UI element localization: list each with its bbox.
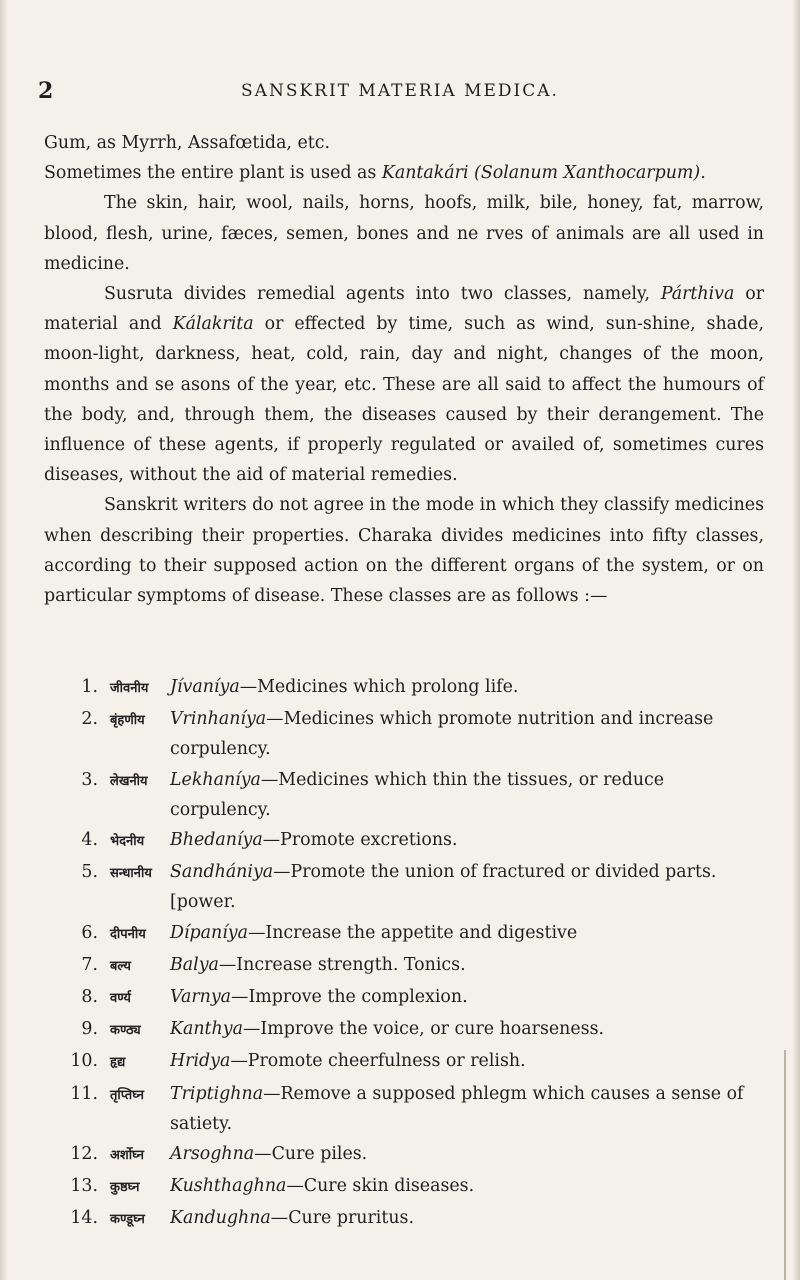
class-name: Lekhaníya xyxy=(170,769,261,790)
class-description: —Cure skin diseases. xyxy=(286,1176,475,1197)
list-item xyxy=(44,857,764,917)
list-item xyxy=(44,1171,764,1203)
list-item xyxy=(44,1079,764,1139)
item-body xyxy=(170,950,764,980)
class-description: —Medicines which prolong life. xyxy=(239,677,519,697)
sanskrit-term: भेदनीय xyxy=(110,834,145,850)
class-name: Bhedaníya xyxy=(170,830,263,851)
page-edge-shadow xyxy=(792,0,800,1280)
paragraph-text: Susruta divides remedial agents into two classes, namely, xyxy=(104,284,661,305)
item-number: 13. xyxy=(70,1176,98,1197)
class-description: —Increase the appetite and digestive xyxy=(247,922,578,943)
sanskrit-term: जीवनीय xyxy=(110,681,149,696)
sanskrit-term: लेखनीय xyxy=(110,773,148,789)
class-name: Vrinhaníya xyxy=(170,709,267,730)
item-number: 14. xyxy=(70,1208,98,1229)
item-body xyxy=(170,857,764,917)
class-description: —Cure pruritus. xyxy=(270,1208,414,1229)
item-body xyxy=(170,704,764,764)
class-name: Sandhániya xyxy=(170,862,274,883)
list-item xyxy=(44,982,764,1014)
item-body xyxy=(170,918,764,948)
paragraph-text: or effected by time, such as wind, sun-shine, shade, moon-light, darkness, heat, cold, rain, day and night, changes of the moon, months and se asons of the year, etc. These are all said to affect the humours of the body, and, through them, the diseases caused by their derangement. The influence of these agents, if properly regulated or availed of, sometimes cures diseases, without the aid of material remedies. xyxy=(44,314,765,486)
class-description: —Promote the union of fractured or divided parts. [power. xyxy=(170,862,717,913)
list-item xyxy=(44,1014,764,1046)
class-name: Varnya xyxy=(170,987,232,1008)
sanskrit-term: हृद्य xyxy=(110,1055,126,1071)
item-number: 11. xyxy=(70,1083,98,1104)
item-body xyxy=(170,1203,764,1233)
list-item xyxy=(44,704,764,764)
paragraph: The skin, hair, wool, nails, horns, hoofs, milk, bile, honey, fat, marrow, blood, flesh, urine, fæces, semen, bones and ne rves of animals are all used in medicine. xyxy=(44,193,764,274)
binding-line xyxy=(784,1050,786,1280)
body-text xyxy=(44,128,764,611)
class-name: Kanthya xyxy=(170,1019,243,1040)
sanskrit-term: कण्ठ्य xyxy=(110,1023,141,1039)
item-body xyxy=(170,1079,764,1139)
item-number: 3. xyxy=(81,769,98,790)
item-body xyxy=(170,982,764,1012)
list-item xyxy=(44,1139,764,1171)
class-description: —Promote cheerfulness or relish. xyxy=(230,1051,526,1072)
paragraph: Sanskrit writers do not agree in the mode in which they classify medicines when describing their properties. Charaka divides medicines into fifty classes, according to their supposed action on the different organs of the system, or on particular symptoms of disease. These classes are as follows :— xyxy=(44,495,764,607)
class-name: Triptighna xyxy=(170,1083,264,1104)
list-item xyxy=(44,672,764,704)
item-number: 8. xyxy=(81,987,98,1008)
sanskrit-term: अर्शोघ्न xyxy=(110,1148,144,1164)
page-edge-shadow xyxy=(0,0,8,1280)
sanskrit-term: बल्य xyxy=(110,958,131,974)
paragraph-text: or material and xyxy=(44,284,765,335)
item-number: 4. xyxy=(81,830,98,851)
class-description: —Remove a supposed phlegm which causes a sense of satiety. xyxy=(170,1083,744,1134)
item-number: 9. xyxy=(81,1019,98,1040)
class-description: —Increase strength. Tonics. xyxy=(218,954,466,975)
class-description: —Cure piles. xyxy=(254,1144,368,1165)
medicine-class-list xyxy=(44,672,764,1236)
list-item xyxy=(44,1046,764,1078)
item-number: 1. xyxy=(81,677,98,697)
sanskrit-term: वर्ण्य xyxy=(110,991,131,1007)
class-name: Hridya xyxy=(170,1051,231,1072)
class-name: Arsoghna xyxy=(170,1144,255,1165)
item-number: 5. xyxy=(81,862,98,883)
running-title: SANSKRIT MATERIA MEDICA. xyxy=(241,81,559,101)
plant-name: Kantakári (Solanum Xanthocarpum). xyxy=(381,163,706,184)
paragraph-text: Sometimes the entire plant is used as xyxy=(44,163,382,184)
class-description: —Improve the voice, or cure hoarseness. xyxy=(242,1019,605,1040)
item-body xyxy=(170,1139,764,1169)
item-body xyxy=(170,1171,764,1201)
list-item xyxy=(44,918,764,950)
paragraph xyxy=(44,158,764,188)
class-description: —Improve the complexion. xyxy=(231,987,468,1008)
page-header xyxy=(0,78,800,108)
sanskrit-term: दीपनीय xyxy=(110,926,146,942)
term-parthiva: Párthiva xyxy=(660,284,735,305)
item-number: 2. xyxy=(81,709,98,730)
item-body xyxy=(170,825,764,855)
class-name: Balya xyxy=(170,954,219,975)
paragraph: Gum, as Myrrh, Assafœtida, etc. xyxy=(44,133,331,153)
class-name: Kushthaghna xyxy=(170,1176,287,1197)
paragraph xyxy=(44,279,764,490)
class-description: —Promote excretions. xyxy=(262,830,458,851)
sanskrit-term: बृंहणीय xyxy=(110,713,145,729)
item-body xyxy=(170,1046,764,1076)
item-body xyxy=(170,1014,764,1044)
sanskrit-term: तृप्तिघ्न xyxy=(110,1087,144,1103)
page-number: 2 xyxy=(38,78,54,104)
class-name: Jívaníya xyxy=(170,677,240,697)
class-description: —Medicines which thin the tissues, or reduce corpulency. xyxy=(170,769,665,820)
term-kalakrita: Kálakrita xyxy=(172,314,254,335)
item-number: 10. xyxy=(70,1051,98,1072)
list-item xyxy=(44,1203,764,1235)
class-name: Dípaníya xyxy=(170,922,248,943)
sanskrit-term: सन्धानीय xyxy=(110,866,152,882)
sanskrit-term: कुष्ठघ्न xyxy=(110,1180,140,1196)
item-number: 7. xyxy=(81,954,98,975)
sanskrit-term: कण्डूघ्न xyxy=(110,1212,145,1228)
item-number: 6. xyxy=(81,922,98,943)
list-item xyxy=(44,825,764,857)
item-body xyxy=(170,672,764,702)
class-name: Kandughna xyxy=(170,1208,271,1229)
item-body xyxy=(170,765,764,825)
list-item xyxy=(44,950,764,982)
class-description: —Medicines which promote nutrition and increase corpulency. xyxy=(170,709,714,760)
item-number: 12. xyxy=(70,1144,98,1165)
list-item xyxy=(44,765,764,825)
